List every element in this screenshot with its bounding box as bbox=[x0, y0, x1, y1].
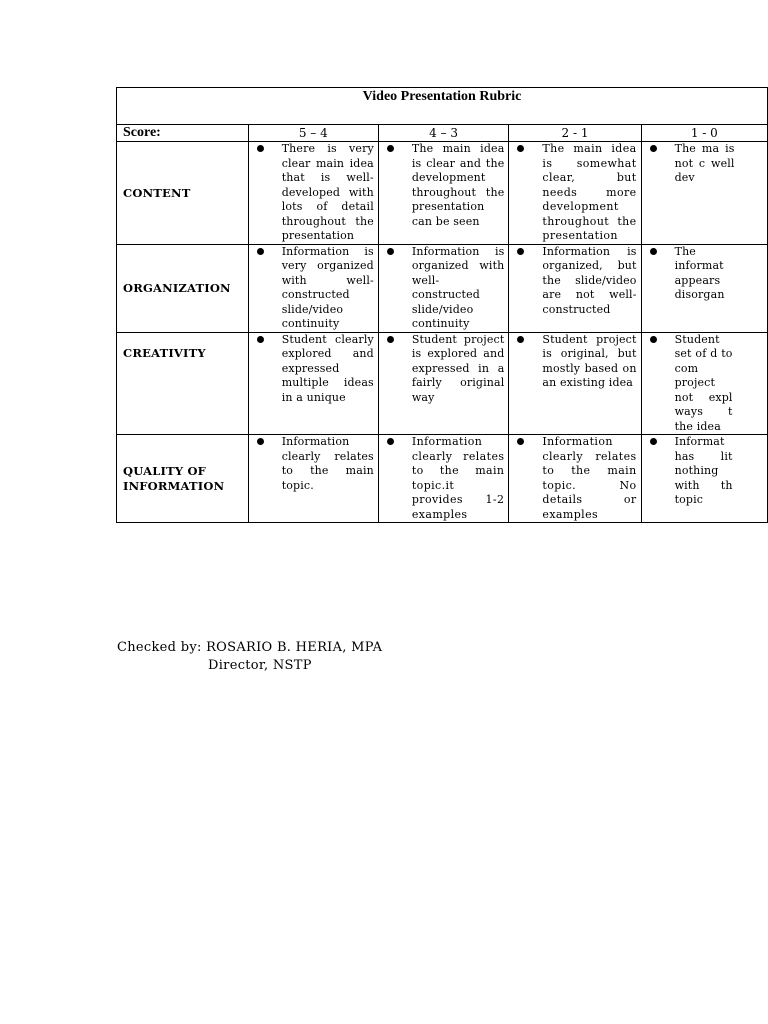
cell-text: Student set of d to com project not expl ways t the idea bbox=[674, 332, 733, 433]
bullet-icon bbox=[650, 248, 657, 255]
criterion-label: CREATIVITY bbox=[117, 332, 249, 435]
rubric-cell bbox=[509, 435, 641, 523]
rubric-table bbox=[116, 87, 768, 523]
cell-text: The main idea is clear and the development throughout the presentation can be seen bbox=[411, 142, 505, 228]
bullet-icon bbox=[650, 145, 657, 152]
cell-text: Student project is explored and expressed in a fairly original way bbox=[411, 332, 505, 404]
score-header: 5 – 4 bbox=[248, 125, 378, 142]
rubric-cell bbox=[248, 435, 378, 523]
bullet-icon bbox=[517, 145, 524, 152]
cell-text: Informat has lit nothing with th topic bbox=[674, 435, 733, 506]
cell-text: Information clearly relates to the main topic. No details or examples bbox=[542, 435, 637, 521]
cell-text: Information clearly relates to the main topic. bbox=[281, 435, 374, 492]
cell-text: Student project is original, but mostly based on an existing idea bbox=[542, 332, 637, 389]
bullet-icon bbox=[257, 336, 264, 343]
cell-text: Information clearly relates to the main topic.it provides 1-2 examples bbox=[411, 435, 505, 521]
rubric-cell bbox=[378, 244, 509, 332]
rubric-cell bbox=[509, 332, 641, 435]
criterion-label: QUALITY OF INFORMATION bbox=[117, 435, 249, 523]
cell-text: There is very clear main idea that is well-developed with lots of detail throughout the presentation bbox=[281, 142, 374, 242]
rubric-cell bbox=[641, 435, 767, 523]
rubric-cell bbox=[509, 244, 641, 332]
rubric-cell bbox=[248, 244, 378, 332]
rubric-row-content bbox=[117, 142, 768, 245]
score-header: 2 - 1 bbox=[509, 125, 641, 142]
bullet-icon bbox=[387, 438, 394, 445]
cell-text: The main idea is somewhat clear, but needs more development throughout the presentation bbox=[542, 142, 637, 242]
bullet-icon bbox=[650, 336, 657, 343]
rubric-cell bbox=[248, 332, 378, 435]
bullet-icon bbox=[517, 438, 524, 445]
bullet-icon bbox=[387, 145, 394, 152]
rubric-cell bbox=[378, 142, 509, 245]
rubric-cell bbox=[641, 332, 767, 435]
bullet-icon bbox=[257, 438, 264, 445]
title-row bbox=[117, 88, 768, 125]
checked-by-line: Checked by: ROSARIO B. HERIA, MPA bbox=[117, 640, 383, 655]
rubric-row-quality bbox=[117, 435, 768, 523]
criterion-label: CONTENT bbox=[117, 142, 249, 245]
signature-block bbox=[117, 639, 382, 675]
rubric-row-organization bbox=[117, 244, 768, 332]
rubric-row-creativity bbox=[117, 332, 768, 435]
cell-text: Student clearly explored and expressed multiple ideas in a unique bbox=[281, 332, 374, 404]
cell-text: The ma is not c well dev bbox=[674, 142, 735, 184]
rubric-title: Video Presentation Rubric bbox=[117, 88, 768, 125]
score-label: Score: bbox=[117, 125, 249, 142]
bullet-icon bbox=[517, 336, 524, 343]
rubric-cell bbox=[378, 435, 509, 523]
criterion-label: ORGANIZATION bbox=[117, 244, 249, 332]
bullet-icon bbox=[650, 438, 657, 445]
score-header: 4 – 3 bbox=[378, 125, 509, 142]
rubric-cell bbox=[378, 332, 509, 435]
score-row bbox=[117, 125, 768, 142]
bullet-icon bbox=[257, 248, 264, 255]
cell-text: The informat appears disorgan bbox=[674, 244, 725, 301]
bullet-icon bbox=[257, 145, 264, 152]
cell-text: Information is organized with well-constructed slide/video continuity bbox=[411, 244, 505, 330]
director-title: Director, NSTP bbox=[208, 658, 312, 673]
rubric-cell bbox=[641, 244, 767, 332]
bullet-icon bbox=[517, 248, 524, 255]
bullet-icon bbox=[387, 336, 394, 343]
bullet-icon bbox=[387, 248, 394, 255]
cell-text: Information is organized, but the slide/video are not well-constructed bbox=[542, 244, 637, 316]
cell-text: Information is very organized with well-constructed slide/video continuity bbox=[281, 244, 374, 330]
rubric-cell bbox=[509, 142, 641, 245]
rubric-cell bbox=[641, 142, 767, 245]
rubric-cell bbox=[248, 142, 378, 245]
score-header: 1 - 0 bbox=[641, 125, 767, 142]
